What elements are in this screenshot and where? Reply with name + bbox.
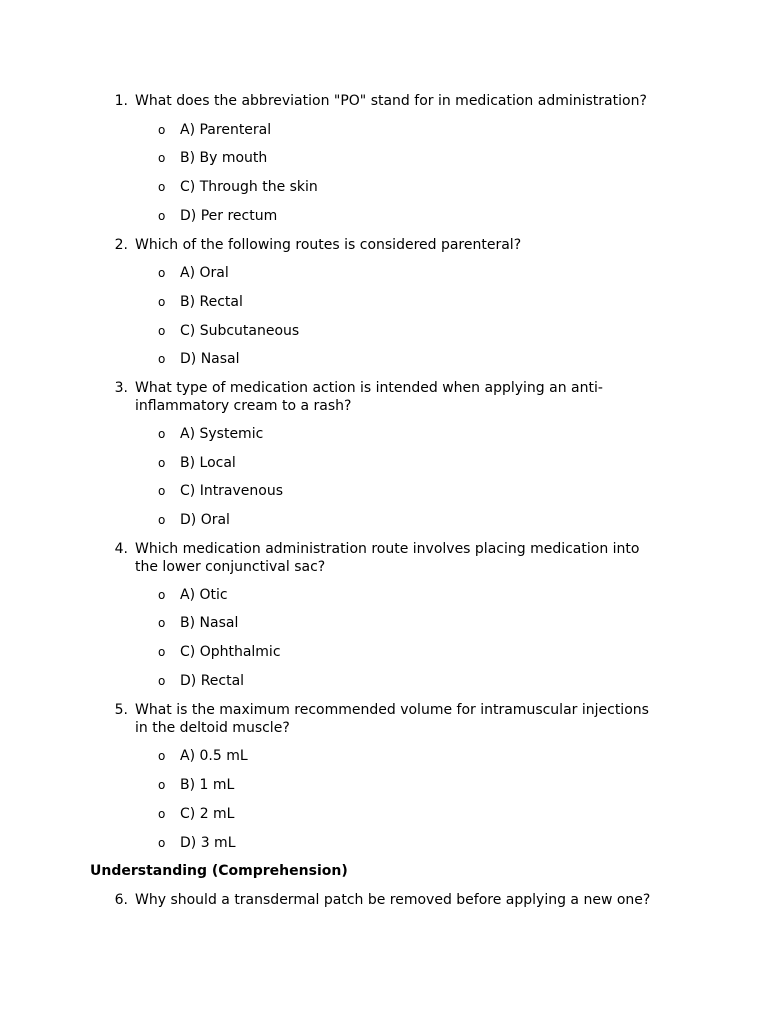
option xyxy=(158,454,236,472)
bullet-icon: o xyxy=(158,836,166,850)
section-heading: Understanding (Comprehension) xyxy=(90,863,348,879)
option xyxy=(158,511,230,529)
option-text: D) Oral xyxy=(180,512,230,528)
question-text: What type of medication action is intended when applying an anti-inflammatory cream to a rash? xyxy=(135,380,603,414)
bullet-icon: o xyxy=(158,456,166,470)
bullet-icon: o xyxy=(158,123,166,137)
bullet-icon: o xyxy=(158,295,166,309)
option xyxy=(158,293,243,311)
question-text: Which of the following routes is considered parenteral? xyxy=(135,237,522,253)
option xyxy=(158,322,299,340)
bullet-icon: o xyxy=(158,588,166,602)
option xyxy=(158,149,267,167)
bullet-icon: o xyxy=(158,180,166,194)
option-text: A) 0.5 mL xyxy=(180,748,248,764)
option-text: C) Ophthalmic xyxy=(180,644,281,660)
question-text: Which medication administration route involves placing medication into the lower conjunctival sac? xyxy=(135,541,640,575)
option-text: B) Local xyxy=(180,455,236,471)
bullet-icon: o xyxy=(158,616,166,630)
question-number: 2. xyxy=(114,237,128,253)
option xyxy=(158,350,240,368)
question-number: 4. xyxy=(114,541,128,557)
bullet-icon: o xyxy=(158,749,166,763)
bullet-icon: o xyxy=(158,151,166,165)
option-text: A) Parenteral xyxy=(180,122,272,138)
option-text: B) Nasal xyxy=(180,615,239,631)
option xyxy=(158,805,234,823)
question-number: 6. xyxy=(114,892,128,908)
option-text: B) Rectal xyxy=(180,294,243,310)
bullet-icon: o xyxy=(158,807,166,821)
option xyxy=(158,586,228,604)
option xyxy=(158,121,271,139)
bullet-icon: o xyxy=(158,324,166,338)
bullet-icon: o xyxy=(158,778,166,792)
question-text: What is the maximum recommended volume for intramuscular injections in the deltoid muscle? xyxy=(135,702,649,736)
option-text: B) 1 mL xyxy=(180,777,235,793)
option-text: B) By mouth xyxy=(180,150,268,166)
question-text: What does the abbreviation "PO" stand for in medication administration? xyxy=(135,93,647,109)
bullet-icon: o xyxy=(158,645,166,659)
option-text: A) Otic xyxy=(180,587,228,603)
question-number: 1. xyxy=(114,93,128,109)
option-text: C) 2 mL xyxy=(180,806,235,822)
option-text: A) Systemic xyxy=(180,426,264,442)
question-number: 3. xyxy=(114,380,128,396)
option xyxy=(158,747,248,765)
bullet-icon: o xyxy=(158,484,166,498)
question-text: Why should a transdermal patch be removed before applying a new one? xyxy=(135,892,651,908)
option-text: C) Subcutaneous xyxy=(180,323,300,339)
option-text: A) Oral xyxy=(180,265,229,281)
option xyxy=(158,776,234,794)
bullet-icon: o xyxy=(158,352,166,366)
option xyxy=(158,482,283,500)
option xyxy=(158,264,229,282)
option-text: D) Rectal xyxy=(180,673,245,689)
bullet-icon: o xyxy=(158,513,166,527)
option-text: C) Through the skin xyxy=(180,179,318,195)
option xyxy=(158,834,236,852)
option xyxy=(158,643,281,661)
option xyxy=(158,207,277,225)
option xyxy=(158,178,318,196)
bullet-icon: o xyxy=(158,427,166,441)
option-text: C) Intravenous xyxy=(180,483,284,499)
option-text: D) Per rectum xyxy=(180,208,278,224)
option xyxy=(158,425,263,443)
bullet-icon: o xyxy=(158,209,166,223)
option xyxy=(158,614,238,632)
question-number: 5. xyxy=(114,702,128,718)
bullet-icon: o xyxy=(158,266,166,280)
option-text: D) Nasal xyxy=(180,351,240,367)
option xyxy=(158,672,244,690)
option-text: D) 3 mL xyxy=(180,835,236,851)
bullet-icon: o xyxy=(158,674,166,688)
